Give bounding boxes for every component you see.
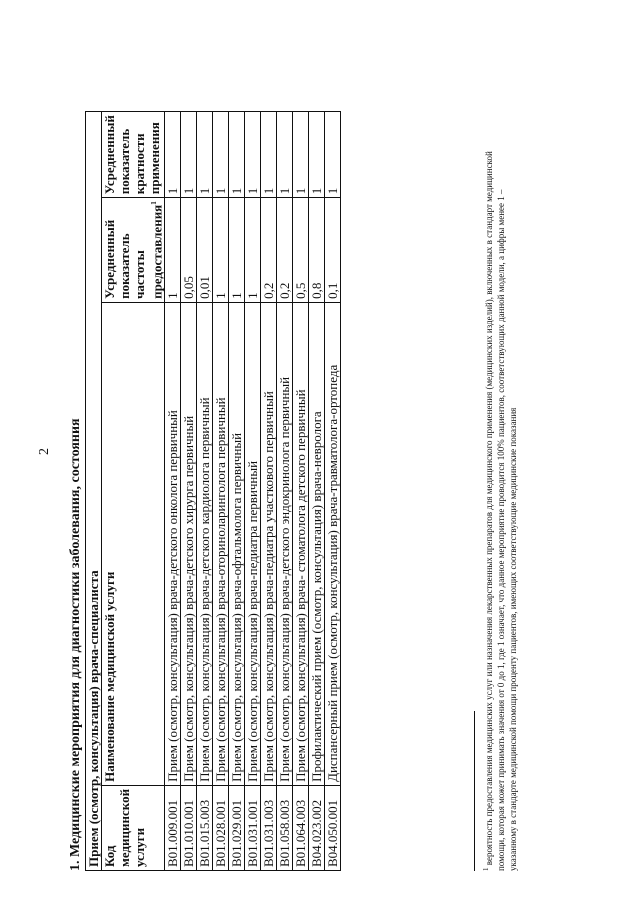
table-header-row <box>102 112 165 871</box>
cell-frequency: 0,2 <box>261 198 277 303</box>
services-table <box>85 111 341 871</box>
cell-name: Прием (осмотр, консультация) врача-оториноларинголога первичный <box>213 302 229 785</box>
cell-code: B01.031.001 <box>245 785 261 870</box>
cell-name: Прием (осмотр, консультация) врача-педиатра первичный <box>245 302 261 785</box>
cell-name: Прием (осмотр, консультация) врача-детского хирурга первичный <box>181 302 197 785</box>
cell-code: B01.064.003 <box>293 785 309 870</box>
cell-multiplicity: 1 <box>293 112 309 198</box>
cell-frequency: 0,05 <box>181 198 197 303</box>
table-row <box>229 112 245 871</box>
cell-code: B01.015.003 <box>197 785 213 870</box>
page-number: 2 <box>37 448 52 455</box>
cell-name: Профилактический прием (осмотр, консультация) врача-невролога <box>309 302 325 785</box>
table-row <box>213 112 229 871</box>
footnote-divider <box>474 711 475 871</box>
header-code: Код медицинской услуги <box>102 785 165 870</box>
header-frequency <box>102 198 165 303</box>
cell-name: Прием (осмотр, консультация) врача-детского онколога первичный <box>165 302 181 785</box>
cell-multiplicity: 1 <box>197 112 213 198</box>
table-row <box>325 112 341 871</box>
cell-code: B04.023.002 <box>309 785 325 870</box>
table-row <box>309 112 325 871</box>
cell-code: B04.050.001 <box>325 785 341 870</box>
header-name: Наименование медицинской услуги <box>102 302 165 785</box>
cell-name: Прием (осмотр, консультация) врача-детского кардиолога первичный <box>197 302 213 785</box>
cell-frequency: 1 <box>165 198 181 303</box>
cell-code: B01.058.003 <box>277 785 293 870</box>
cell-frequency: 0,2 <box>277 198 293 303</box>
cell-frequency: 0,5 <box>293 198 309 303</box>
cell-frequency: 1 <box>213 198 229 303</box>
table-row <box>181 112 197 871</box>
footnote-ref: 1 <box>150 201 158 205</box>
table-section-row <box>86 112 102 871</box>
cell-code: B01.010.001 <box>181 785 197 870</box>
cell-code: B01.028.001 <box>213 785 229 870</box>
section-heading: 1. Медицинские мероприятия для диагностики заболевания, состояния <box>68 418 83 871</box>
cell-name: Прием (осмотр, консультация) врача-педиатра участкового первичный <box>261 302 277 785</box>
cell-name: Диспансерный прием (осмотр, консультация) врача-травматолога-ортопеда <box>325 302 341 785</box>
table-row <box>277 112 293 871</box>
cell-multiplicity: 1 <box>261 112 277 198</box>
table-row <box>165 112 181 871</box>
cell-frequency: 0,8 <box>309 198 325 303</box>
table-row <box>245 112 261 871</box>
cell-frequency: 0,01 <box>197 198 213 303</box>
cell-multiplicity: 1 <box>213 112 229 198</box>
cell-multiplicity: 1 <box>229 112 245 198</box>
cell-frequency: 1 <box>229 198 245 303</box>
cell-name: Прием (осмотр, консультация) врача-детского эндокринолога первичный <box>277 302 293 785</box>
cell-multiplicity: 1 <box>309 112 325 198</box>
cell-code: B01.031.003 <box>261 785 277 870</box>
header-frequency-label: Усредненный показатель частоты предоставления <box>102 204 165 299</box>
table-row <box>197 112 213 871</box>
cell-multiplicity: 1 <box>165 112 181 198</box>
cell-code: B01.009.001 <box>165 785 181 870</box>
cell-multiplicity: 1 <box>325 112 341 198</box>
table-section-title: Прием (осмотр, консультация) врача-специалиста <box>86 112 102 871</box>
cell-name: Прием (осмотр, консультация) врача-офтальмолога первичный <box>229 302 245 785</box>
rotated-content <box>30 55 610 875</box>
table-row <box>261 112 277 871</box>
cell-multiplicity: 1 <box>245 112 261 198</box>
header-multiplicity: Усредненный показатель кратности применения <box>102 112 165 198</box>
footnote-text: вероятность предоставления медицинских услуг или назначения лекарственных препаратов для медицинского применения (медицинских изделий), включенных в стандарт медицинской помощи, которая может принимать значения от 0 до 1, где 1 означает, что данное мероприятие проводится 100% пациентов, соответствующих данной модели, а цифры менее 1 – указанному в стандарте медицинской помощи проценту пациентов, имеющих соответствующие медицинские показания <box>484 151 518 871</box>
footnote <box>480 151 519 871</box>
footnote-mark: 1 <box>482 867 490 871</box>
table-body <box>165 112 341 871</box>
table-row <box>293 112 309 871</box>
cell-multiplicity: 1 <box>181 112 197 198</box>
cell-frequency: 0,1 <box>325 198 341 303</box>
cell-name: Прием (осмотр, консультация) врача- стоматолога детского первичный <box>293 302 309 785</box>
cell-multiplicity: 1 <box>277 112 293 198</box>
cell-frequency: 1 <box>245 198 261 303</box>
cell-code: B01.029.001 <box>229 785 245 870</box>
